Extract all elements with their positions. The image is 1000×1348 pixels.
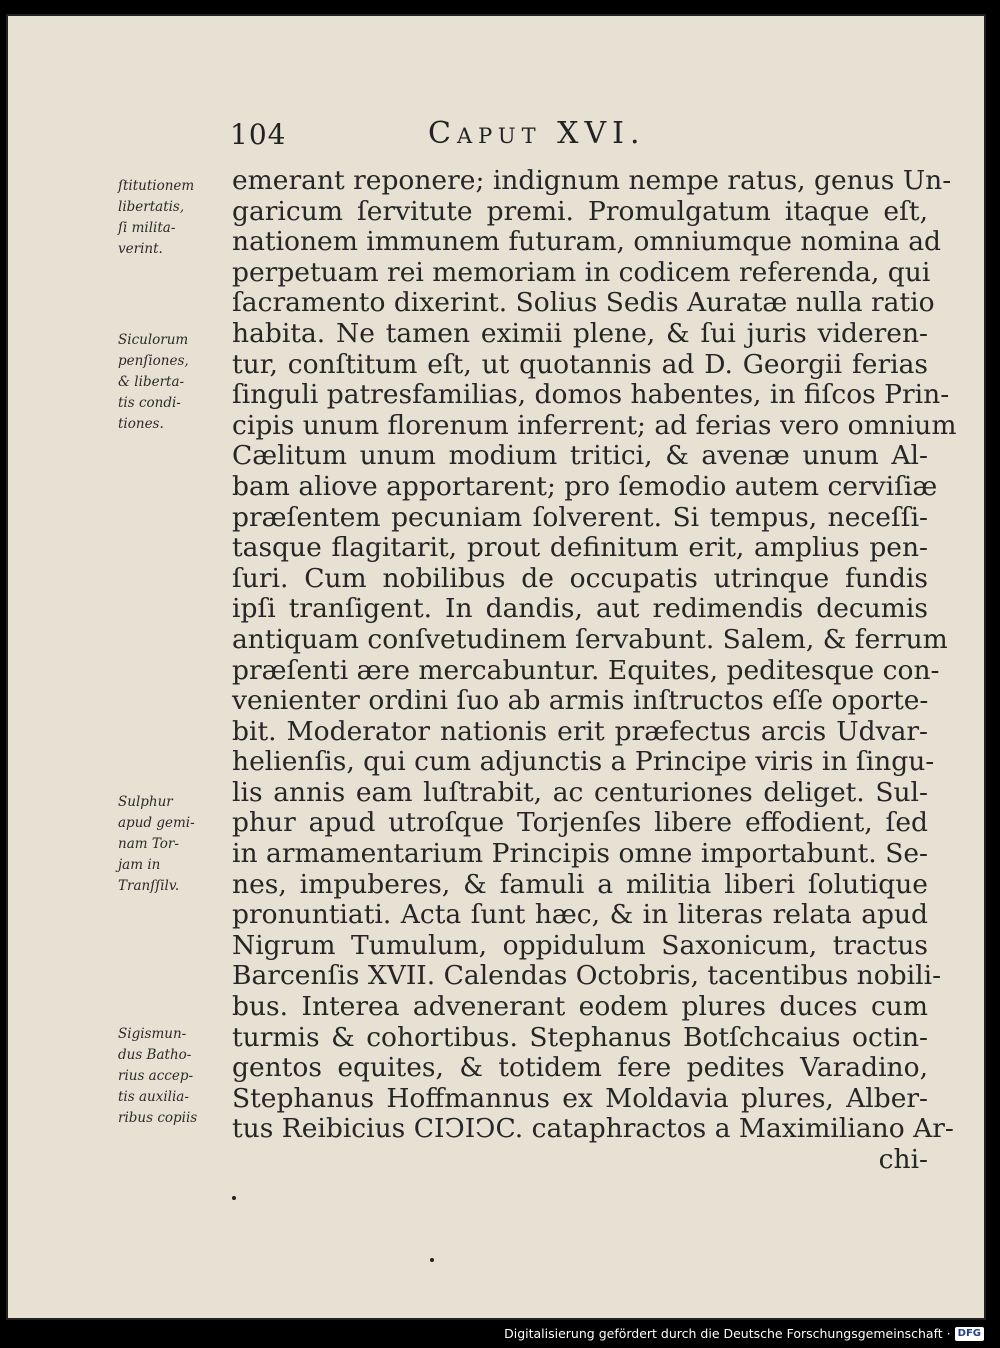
text-line: ſinguli patresfamilias, domos habentes, in fiſcos Prin- — [232, 379, 950, 411]
text-line: bam aliove apportarent; pro ſemodio autem cerviſiæ — [232, 470, 938, 502]
marginal-note-line: jam in — [118, 857, 161, 873]
text-line: phur apud utroſque Torjenſes libere effodient, ſed — [232, 807, 928, 839]
body-text — [232, 165, 957, 1176]
marginal-note-line: Tranſſilv. — [118, 878, 180, 894]
text-line: pronuntiati. Acta ſunt hæc, & in literas relata apud — [232, 899, 928, 931]
catchword: chi- — [878, 1144, 928, 1175]
text-line: garicum ſervitute premi. Promulgatum itaque eſt, — [232, 195, 928, 227]
text-line: venienter ordini ſuo ab armis inſtructos eſſe oporte- — [232, 685, 929, 717]
marginal-note-line: apud gemi- — [118, 815, 195, 831]
text-line: perpetuam rei memoriam in codicem referenda, qui — [232, 256, 931, 288]
digitization-credit — [504, 1322, 984, 1346]
marginal-note-line: penſiones, — [118, 353, 189, 369]
marginal-note-line: ſtitutionem — [118, 178, 195, 194]
text-line: habita. Ne tamen eximii plene, & ſui juris videren- — [232, 317, 928, 349]
marginal-note-line: ribus copiis — [118, 1110, 198, 1126]
marginal-note-line: libertatis, — [118, 199, 185, 215]
marginal-note — [118, 176, 236, 260]
marginal-note-line: tis condi- — [118, 395, 181, 411]
text-line: Cælitum unum modium tritici, & avenæ unum Al- — [232, 440, 928, 472]
text-line: Stephanus Hoffmannus ex Moldavia plures, Alber- — [232, 1082, 928, 1114]
marginal-note-line: Sigismun- — [118, 1026, 187, 1042]
separator: · — [946, 1326, 951, 1341]
text-line: ſuri. Cum nobilibus de occupatis utrinque fundis — [232, 562, 928, 594]
text-line: præſentem pecuniam ſolverent. Si tempus, neceſſi- — [232, 501, 928, 533]
marginal-note-line: tis auxilia- — [118, 1089, 189, 1105]
ink-speck — [232, 1196, 236, 1200]
text-line: bus. Interea advenerant eodem plures duces cum — [232, 991, 928, 1023]
marginal-note-line: dus Batho- — [118, 1047, 192, 1063]
text-line: turmis & cohortibus. Stephanus Botſchcaius octin- — [232, 1021, 928, 1053]
marginal-note-line: verint. — [118, 241, 163, 257]
text-line: cipis unum florenum inferrent; ad ferias vero omnium — [232, 409, 957, 441]
running-head: Caput XVI. — [428, 116, 646, 151]
text-line: Nigrum Tumulum, oppidulum Saxonicum, tractus — [232, 929, 928, 961]
credit-text: Digitalisierung gefördert durch die Deutsche Forschungsgemeinschaft — [504, 1326, 943, 1341]
text-line: præſenti ære mercabuntur. Equites, peditesque con- — [232, 654, 940, 686]
text-line: Barcenſis XVII. Calendas Octobris, tacentibus nobili- — [232, 960, 942, 992]
text-line: nationem immunem futuram, omniumque nomina ad — [232, 226, 942, 258]
text-line: nes, impuberes, & famuli a militia liberi ſolutique — [232, 868, 928, 900]
marginal-note — [118, 330, 236, 435]
page-header — [8, 114, 984, 154]
text-line: emerant reponere; indignum nempe ratus, genus Un- — [232, 165, 952, 196]
marginal-note — [118, 1024, 236, 1129]
text-line: in armamentarium Principis omne importabunt. Se- — [232, 838, 928, 870]
marginal-note-line: rius accep- — [118, 1068, 194, 1084]
page-number: 104 — [230, 118, 287, 151]
text-line: ſacramento dixerint. Solius Sedis Auratæ nulla ratio — [232, 287, 935, 319]
marginal-note-line: & liberta- — [118, 374, 185, 390]
text-line: tasque flagitarit, prout definitum erit, amplius pen- — [232, 532, 928, 564]
text-line: ipſi tranſigent. In dandis, aut redimendis decumis — [232, 593, 928, 625]
text-line: helienſis, qui cum adjunctis a Principe viris in ſingu- — [232, 746, 935, 778]
book-page — [6, 14, 986, 1320]
text-line: tur, conſtitum eſt, ut quotannis ad D. Georgii ferias — [232, 348, 928, 380]
text-line: tus Reibicius CIϽIϽC. cataphractos a Maximiliano Ar- — [232, 1113, 954, 1145]
marginal-note-line: nam Tor- — [118, 836, 179, 852]
text-line: bit. Moderator nationis erit præfectus arcis Udvar- — [232, 715, 928, 747]
marginal-note-line: tiones. — [118, 416, 164, 432]
text-line: antiquam conſvetudinem ſervabunt. Salem, & ferrum — [232, 623, 948, 655]
text-line: gentos equites, & totidem fere pedites Varadino, — [232, 1052, 928, 1084]
text-line: lis annis eam luſtrabit, ac centuriones deliget. Sul- — [232, 776, 928, 808]
marginal-note — [118, 792, 236, 897]
marginal-note-line: Siculorum — [118, 332, 189, 348]
marginal-note-line: ſi milita- — [118, 220, 176, 236]
dfg-logo: DFG — [955, 1327, 984, 1341]
marginal-note-line: Sulphur — [118, 794, 173, 810]
ink-speck — [430, 1258, 434, 1262]
